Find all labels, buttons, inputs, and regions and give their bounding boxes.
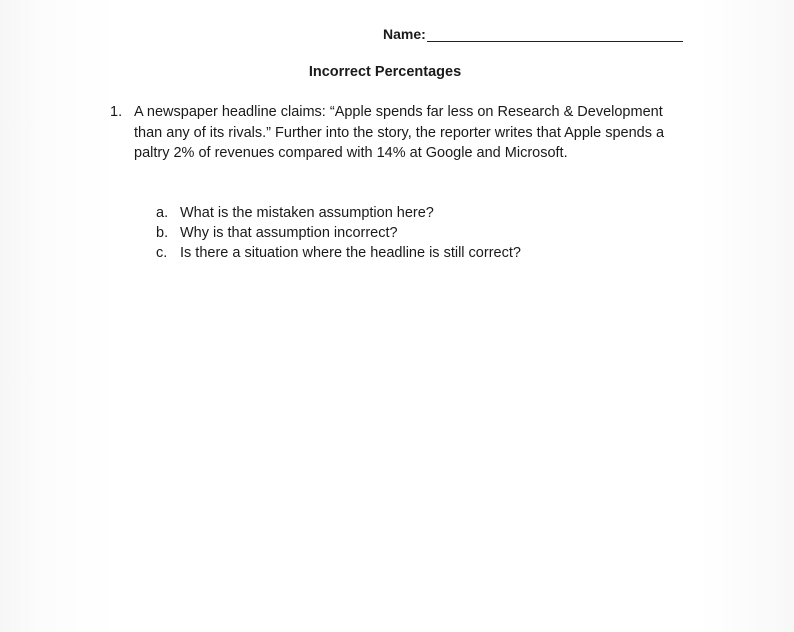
subquestion-text: Is there a situation where the headline is still correct? bbox=[180, 245, 521, 261]
subquestion-list bbox=[156, 203, 521, 263]
name-blank bbox=[427, 27, 683, 42]
subquestion-b bbox=[156, 223, 521, 243]
name-field-line bbox=[383, 26, 683, 42]
question-text: A newspaper headline claims: “Apple spends far less on Research & Development than any of its rivals.” Further into the story, the reporter writes that Apple spends a paltry 2% of revenues compared with 14% at Google and Microsoft. bbox=[134, 104, 665, 161]
subquestion-a bbox=[156, 203, 521, 223]
question-1 bbox=[110, 102, 690, 164]
subquestion-letter: a. bbox=[156, 205, 169, 221]
question-number: 1. bbox=[110, 104, 123, 120]
subquestion-text: Why is that assumption incorrect? bbox=[180, 225, 398, 241]
subquestion-letter: b. bbox=[156, 225, 169, 241]
worksheet-title: Incorrect Percentages bbox=[308, 64, 462, 80]
subquestion-text: What is the mistaken assumption here? bbox=[180, 205, 434, 221]
subquestion-letter: c. bbox=[156, 245, 168, 261]
name-label: Name: bbox=[383, 26, 426, 42]
subquestion-c bbox=[156, 243, 521, 263]
